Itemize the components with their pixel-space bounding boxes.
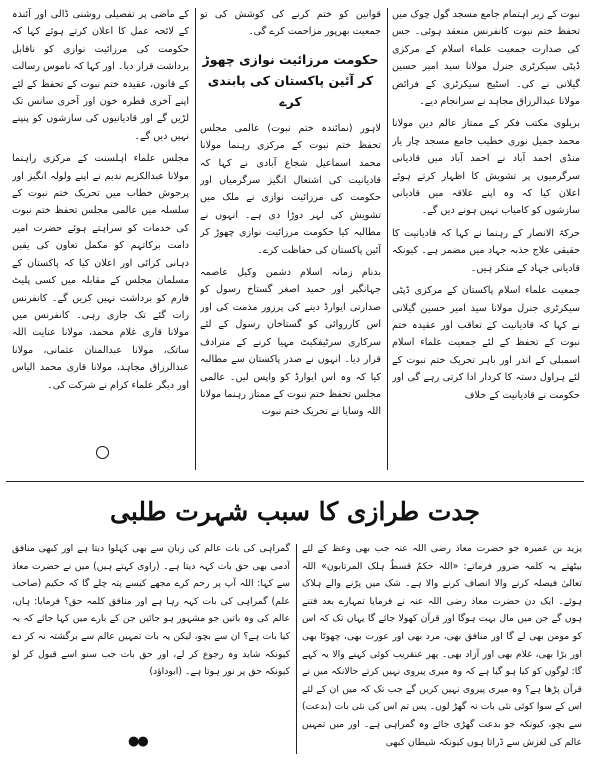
paragraph: کے ماضی پر تفصیلی روشنی ڈالی اور آئندہ کے لائحہ عمل کا اعلان کرتے ہوئے کہا کہ حکومت کی مرزائیت نوازی کو ناقابل برداشت قرار دیا۔ اور کہا کہ ناموس رسالت کے قانون، عقیدہ ختم نبوت کے تحفظ کے لئے اپنے آخری قطرہ خون اور آخری سانس تک لڑیں گے اور قادیانیوں کی سازشوں کو پنپنے نہیں دیں گے۔ — [12, 9, 189, 142]
paragraph: گمراہی کی بات عالم کی زبان سے بھی کہلوا دیتا ہے اور کبھی منافق آدمی بھی حق بات کہہ دیتا ہے۔ (راوی کہتے ہیں) میں نے حضرت معاذ سے کہا: اللہ آپ پر رحم کرے مجھے کیسے پتہ چلے گا کہ حکیم (صاحب علم) گمراہی کی بات کہہ رہا ہے اور منافق کلمہ حق؟ فرمایا: ہاں، عالم کی وہ باتیں جو مشہور ہو جائیں جن کے بارے میں کہا جائے کہ یہ کیا بات ہے؟ ان سے بچو، لیکن یہ بات تمہیں عالم سے برگشتہ نہ کر دے کیونکہ شاید وہ رجوع کر لے، اور حق بات جب سنو اسے قبول کر لو کیونکہ حق پر نور ہوتا ہے۔ (ابوداؤد) — [12, 543, 290, 678]
column-divider — [195, 8, 196, 470]
paragraph: نبوت کے زیر اہتمام جامع مسجد گول چوک میں تحفظ ختم نبوت کانفرنس منعقد ہوئی۔ جس کی صدارت جمعیت علماء اسلام کے مرکزی ڈپٹی سیکرٹری جنرل مولانا سید امیر حسین گیلانی نے کی۔ اسٹیج سیکرٹری کے فرائض مولانا عبدالرزاق مجاہد نے سرانجام دیے۔ — [392, 9, 580, 108]
continuation-marker: ●● — [128, 734, 147, 749]
paragraph: لاہور (نمائندہ ختم نبوت) عالمی مجلس تحفظ ختم نبوت کے مرکزی رہنما مولانا محمد اسماعیل شجاع آبادی نے کہا کہ قادیانیت کی اشتعال انگیز سرگرمیاں اور حکومت کی مرزائیت نوازی نے ملک میں تشویش کی لہر دوڑا دی ہے۔ انہوں نے مطالبہ کیا حکومت مرزائیت نوازی چھوڑ کر آئین پاکستان کی حفاظت کرے۔ — [200, 122, 381, 256]
section-divider — [6, 481, 584, 482]
paragraph: قوانین کو ختم کرنے کی کوشش کی تو جمعیت بھرپور مزاحمت کرے گی۔ — [200, 9, 381, 38]
column-divider — [387, 8, 388, 470]
article-title: جدت طرازی کا سبب شہرت طلبی — [110, 497, 480, 526]
column-right — [392, 6, 580, 476]
paragraph: بدنام زمانہ اسلام دشمن وکیل عاصمہ جہانگیر اور حمید اصغر گستاخ رسول کو صدارتی ایوارڈ دینے کی پرزور مذمت کی اور اس کارروائی کو گستاخان رسول کے لئے سرکاری سرٹیفکیٹ مہیا کرنے کے مترادف قرار دیا۔ انہوں نے صدر پاکستان سے مطالبہ کیا کہ وہ اس ایوارڈ کو واپس لیں۔ عالمی مجلس تحفظ ختم نبوت کے ممتاز رہنما مولانا اللہ وسایا نے تحریک ختم نبوت — [200, 267, 381, 418]
column-divider — [296, 544, 297, 754]
column-middle — [200, 6, 381, 476]
paragraph: یزید بن عمیرہ جو حضرت معاذ رضی اللہ عنہ جب بھی وعظ کے لئے بیٹھتے یہ کلمہ ضرور فرماتے: «اللہ حکمٌ قسطٌ ہلک المرتابون» اللہ تعالیٰ فیصلہ کرنے والا انصاف کرنے والا ہے۔ شک میں پڑنے والے ہلاک ہوئے۔ ایک دن حضرت معاذ رضی اللہ عنہ نے فرمایا تمہارے بعد فتنے ہوں گے جن میں مال بہت ہوگا اور قرآن کھولا جائے گا یہاں تک کہ اس کو مومن بھی لے گا اور منافق بھی، مرد بھی اور عورت بھی، چھوٹا بھی اور بڑا بھی، غلام بھی اور آزاد بھی۔ پھر عنقریب کوئی کہنے والا یہ کہے گا: لوگوں کو کیا ہو گیا ہے کہ وہ میری پیروی نہیں کرتے حالانکہ میں نے قرآن پڑھا ہے؟ وہ میری پیروی نہیں کریں گے جب تک کہ میں ان کے لئے اس کے سوا کوئی نئی بات نہ گھڑ لوں۔ پس تم اس کی نئی بات (بدعت) سے بچو، کیونکہ جو بدعت گھڑی جائے وہ گمراہی ہے۔ اور میں تمہیں عالم کی لغزش سے ڈراتا ہوں کیونکہ شیطان کبھی — [302, 543, 582, 748]
end-circle-mark — [96, 446, 109, 459]
paragraph: حرکۃ الانصار کے رہنما نے کہا کہ قادیانیت کا حقیقی علاج جذبہ جہاد میں مضمر ہے۔ کیونکہ قادیانی جہاد کے منکر ہیں۔ — [392, 227, 580, 274]
article-column-right — [302, 540, 582, 760]
paragraph: بریلوی مکتب فکر کے ممتاز عالم دین مولانا محمد جمیل نوری خطیب جامع مسجد چار یار منڈی احمد آباد نے احمد آباد میں قادیانی سرگرمیوں پر تشویش کا اظہار کرتے ہوئے اعلان کیا کہ وہ اپنے علاقہ میں قادیانی سازشوں کو کامیاب نہیں ہونے دیں گے۔ — [392, 118, 580, 217]
article-column-left — [12, 540, 290, 734]
section-heading: حکومت مرزائیت نوازی چھوڑ کر آئین پاکستان کی پابندی کرے — [202, 51, 379, 109]
paragraph: مجلس علماء اہلسنت کے مرکزی راہنما مولانا عبدالکریم ندیم نے اپنے ولولہ انگیز اور پرجوش خطاب میں تحریک ختم نبوت کے سلسلہ میں عالمی مجلس تحفظ ختم نبوت کی خدمات کو سراہتے ہوئے حضرت امیر دامت برکاتہم کو مکمل تعاون کی یقین دہانی کرائی اور اعلان کیا کہ پاکستان کے مسلمان مجلس کے مقابلہ میں کسی پلیٹ فارم کو برداشت نہیں کریں گے۔ کانفرنس رات گئے تک جاری رہی۔ کانفرنس میں مولانا قاری غلام محمد، مولانا عنایت اللہ ساتک، مولانا عبدالمنان عثمانی، مولانا عبدالرزاق مجاہد، مولانا قاری محمد الیاس اور دیگر علماء کرام نے شرکت کی۔ — [12, 153, 189, 391]
column-left — [12, 6, 189, 446]
paragraph: جمعیت علماء اسلام پاکستان کے مرکزی ڈپٹی سیکرٹری جنرل مولانا سید امیر حسین گیلانی نے کہا کہ قادیانیت کے تعاقب اور عقیدہ ختم نبوت کے تحفظ کے لئے جمعیت علماء اسلام اسمبلی کے اندر اور باہر تحریک ختم نبوت کے لئے ہراول دستہ کا کردار ادا کرتی رہے گی اور حکومت نے قادیانیت کے خلاف — [392, 285, 580, 401]
